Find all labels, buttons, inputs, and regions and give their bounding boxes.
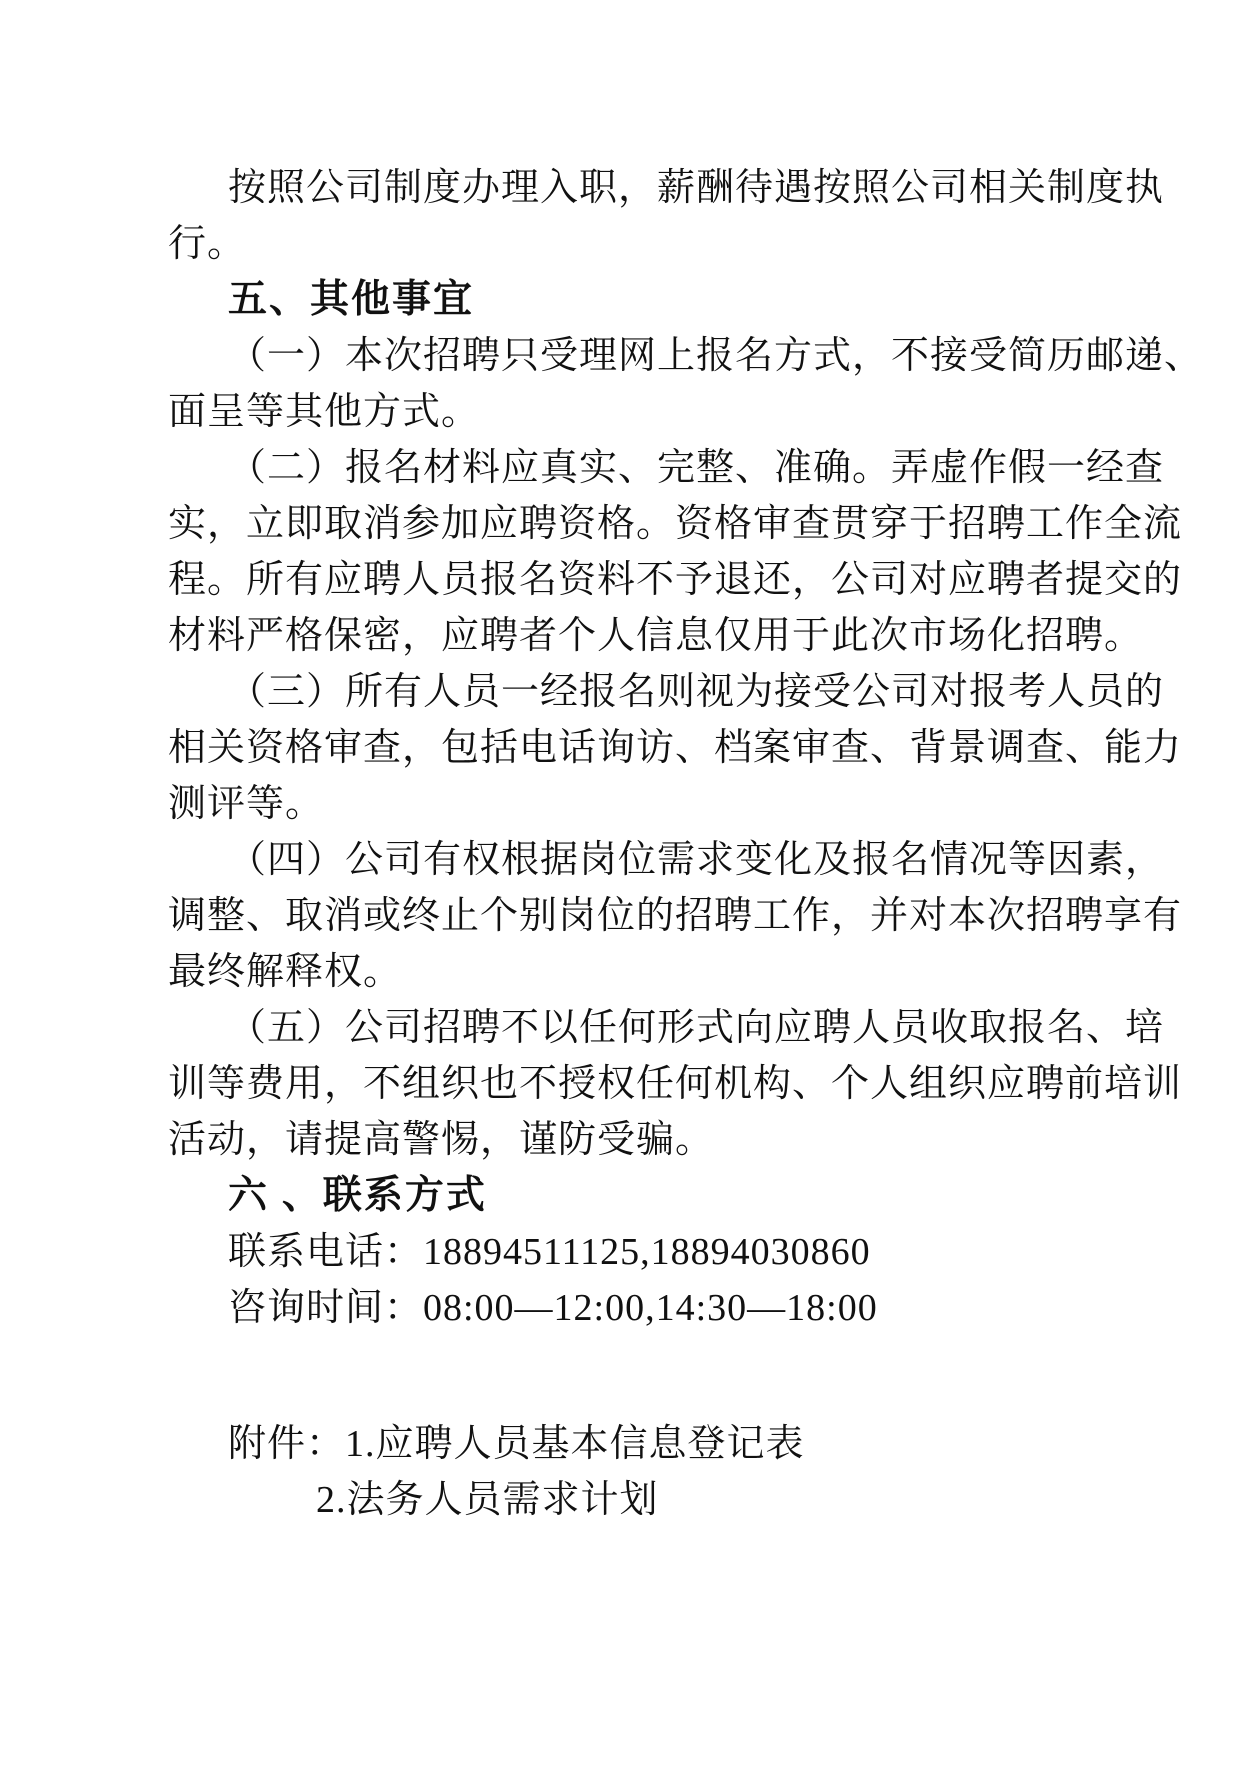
- contact-phone-line: 联系电话：18894511125,18894030860: [228, 1231, 871, 1273]
- paragraph-line: 材料严格保密，应聘者个人信息仅用于此次市场化招聘。: [168, 615, 1144, 657]
- document-body: [168, 160, 1204, 1528]
- paragraph-line: （五）公司招聘不以任何形式向应聘人员收取报名、培: [228, 1007, 1165, 1049]
- paragraph-line: 最终解释权。: [168, 951, 403, 993]
- paragraph-line: 相关资格审查，包括电话询访、档案审查、背景调查、能力: [168, 727, 1183, 769]
- paragraph-line: （一）本次招聘只受理网上报名方式，不接受简历邮递、: [228, 335, 1204, 377]
- paragraph-line: 实，立即取消参加应聘资格。资格审查贯穿于招聘工作全流: [168, 503, 1183, 545]
- section-heading: 六 、联系方式: [228, 1174, 487, 1217]
- paragraph-line: 调整、取消或终止个别岗位的招聘工作，并对本次招聘享有: [168, 895, 1183, 937]
- paragraph-line: 测评等。: [168, 783, 325, 825]
- blank-line: [168, 1376, 1088, 1416]
- paragraph-line: 训等费用，不组织也不授权任何机构、个人组织应聘前培训: [168, 1063, 1183, 1105]
- paragraph-line: 活动，请提高警惕，谨防受骗。: [168, 1119, 715, 1161]
- paragraph-line: 面呈等其他方式。: [168, 391, 481, 433]
- paragraph-line: （四）公司有权根据岗位需求变化及报名情况等因素，: [228, 839, 1165, 881]
- section-heading: 五、其他事宜: [228, 278, 475, 321]
- attachment-line-1: 附件：1.应聘人员基本信息登记表: [228, 1423, 805, 1465]
- paragraph-line: 行。: [168, 223, 247, 265]
- blank-line: [168, 1336, 1088, 1376]
- contact-hours-line: 咨询时间：08:00—12:00,14:30—18:00: [228, 1287, 878, 1329]
- paragraph-line: 按照公司制度办理入职，薪酬待遇按照公司相关制度执: [228, 167, 1165, 209]
- paragraph-line: （三）所有人员一经报名则视为接受公司对报考人员的: [228, 671, 1165, 713]
- attachment-line-2: 2.法务人员需求计划: [316, 1479, 659, 1521]
- paragraph-line: （二）报名材料应真实、完整、准确。弄虚作假一经查: [228, 447, 1165, 489]
- paragraph-line: 程。所有应聘人员报名资料不予退还，公司对应聘者提交的: [168, 559, 1183, 601]
